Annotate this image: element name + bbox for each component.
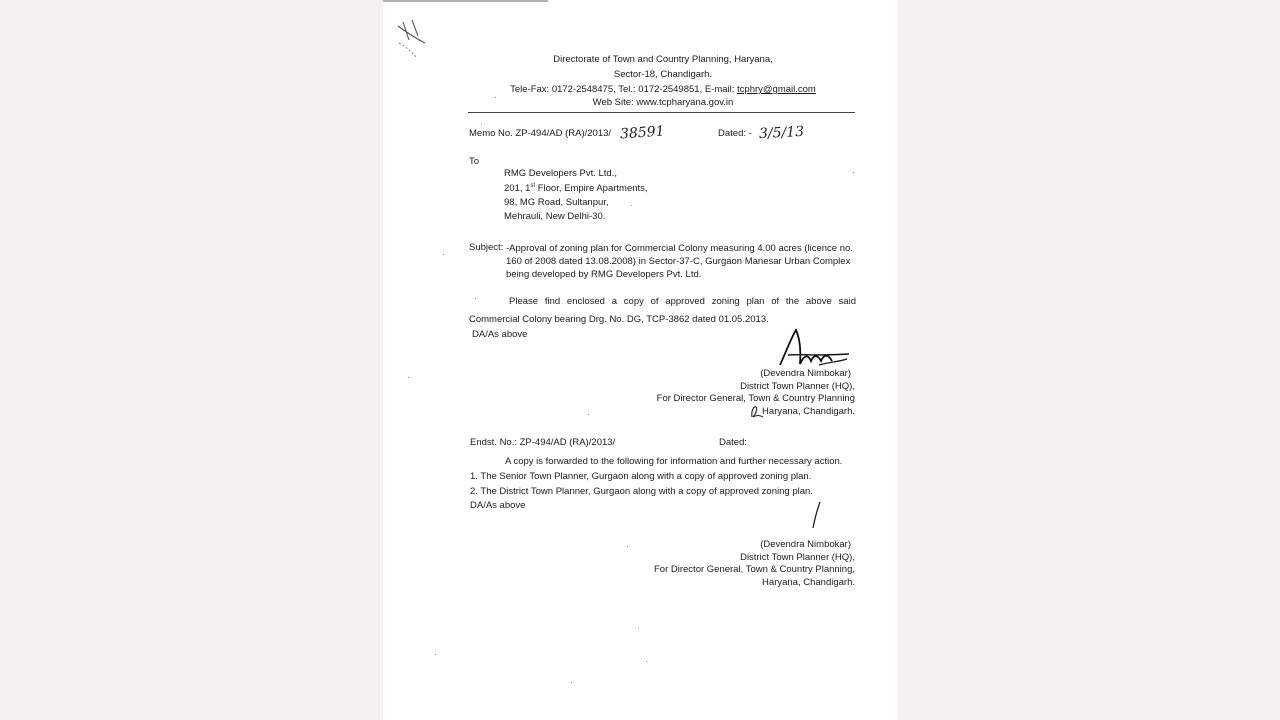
letter-body-paragraph (469, 293, 856, 329)
handwritten-memo-number: 38591 (619, 123, 666, 143)
email-link[interactable]: tcphry@gmail.com (737, 84, 816, 95)
scan-speck (588, 414, 589, 415)
handwritten-signature-stroke (809, 500, 825, 530)
enclosure-note: DA/As above (472, 329, 528, 340)
document-page (383, 0, 898, 720)
signature-2-location: Haryana, Chandigarh. (762, 576, 855, 588)
directorate-address: Sector-18, Chandigarh. (613, 69, 713, 80)
endorsement-item-1: 1. The Senior Town Planner, Gurgaon along with a copy of approved zoning plan. (470, 471, 812, 482)
directorate-heading: Directorate of Town and Country Planning, Haryana, (553, 54, 773, 65)
scan-speck (853, 172, 854, 173)
subject-label: Subject: (469, 242, 504, 253)
address-floor-prefix: 201, 1 (504, 183, 531, 195)
contact-line (463, 85, 863, 95)
signature-2-for: For Director General, Town & Country Planning, (654, 564, 855, 575)
scan-speck (481, 124, 482, 125)
signature-1-title: District Town Planner (HQ), (740, 380, 855, 392)
website-line: Web Site: www.tcpharyana.gov.in (592, 97, 734, 108)
to-label: To (469, 156, 480, 167)
signature-1-name: (Devendra Nimbokar) (760, 368, 851, 379)
address-floor-superscript: st (530, 183, 536, 189)
scan-speck (631, 205, 632, 206)
letter-body-text: Please find enclosed a copy of approved zoning plan of the above said Commercial Colony bearing Drg. No. DG, TCP-3862 dated 01.05.2013. (469, 296, 856, 325)
memo-dated-label: Dated: - (718, 128, 752, 139)
handwritten-initial-mark (749, 405, 766, 419)
recipient-address-line-2: 98, MG Road, Sultanpur, (504, 197, 609, 208)
scan-speck (443, 254, 444, 255)
scan-speck (646, 661, 647, 662)
endorsement-intro: A copy is forwarded to the following for information and further necessary action. (505, 456, 843, 467)
memo-number-label: Memo No. ZP-494/AD (RA)/2013/ (469, 128, 612, 139)
scan-speck (571, 682, 572, 683)
scan-speck (627, 546, 628, 547)
signature-2-title: District Town Planner (HQ), (740, 551, 855, 563)
scan-top-edge-mark (383, 0, 548, 2)
scan-speck (435, 654, 436, 655)
scan-speck (475, 298, 476, 299)
recipient-address-line-3: Mehrauli, New Delhi-30. (504, 211, 606, 222)
endorsement-enclosure-note: DA/As above (470, 500, 526, 511)
signature-2-name: (Devendra Nimbokar) (760, 539, 851, 550)
recipient-address-line-1 (504, 183, 648, 194)
endorsement-dated-label: Dated: (719, 437, 747, 448)
address-floor-suffix: Floor, Empire Apartments, (535, 183, 648, 195)
signature-image (776, 326, 852, 370)
endorsement-item-2: 2. The District Town Planner, Gurgaon along with a copy of approved zoning plan. (470, 486, 813, 497)
handwritten-memo-date: 3/5/13 (758, 123, 805, 143)
subject-text: -Approval of zoning plan for Commercial Colony measuring 4.00 acres (licence no. 160 of 2008 dated 13.08.2008) in Sector-37-C, Gurgaon Manesar Urban Complex being developed by RMG Developers Pvt. Ltd. (506, 243, 853, 280)
signature-block-2 (595, 539, 855, 589)
scan-speck (408, 377, 409, 378)
signature-1-location: Haryana, Chandigarh. (762, 405, 855, 417)
scan-speck (495, 97, 496, 98)
recipient-name: RMG Developers Pvt. Ltd., (504, 168, 617, 179)
signature-1-for: For Director General, Town & Country Planning (656, 393, 855, 404)
endorsement-number: Endst. No.: ZP-494/AD (RA)/2013/ (470, 437, 616, 448)
signature-block-1 (595, 368, 855, 418)
contact-prefix: Tele-Fax: 0172-2548475, Tel.: 0172-2549851, E-mail: (510, 84, 738, 95)
scan-speck (638, 628, 639, 629)
header-divider (468, 112, 855, 113)
handwritten-corner-mark (395, 18, 427, 60)
